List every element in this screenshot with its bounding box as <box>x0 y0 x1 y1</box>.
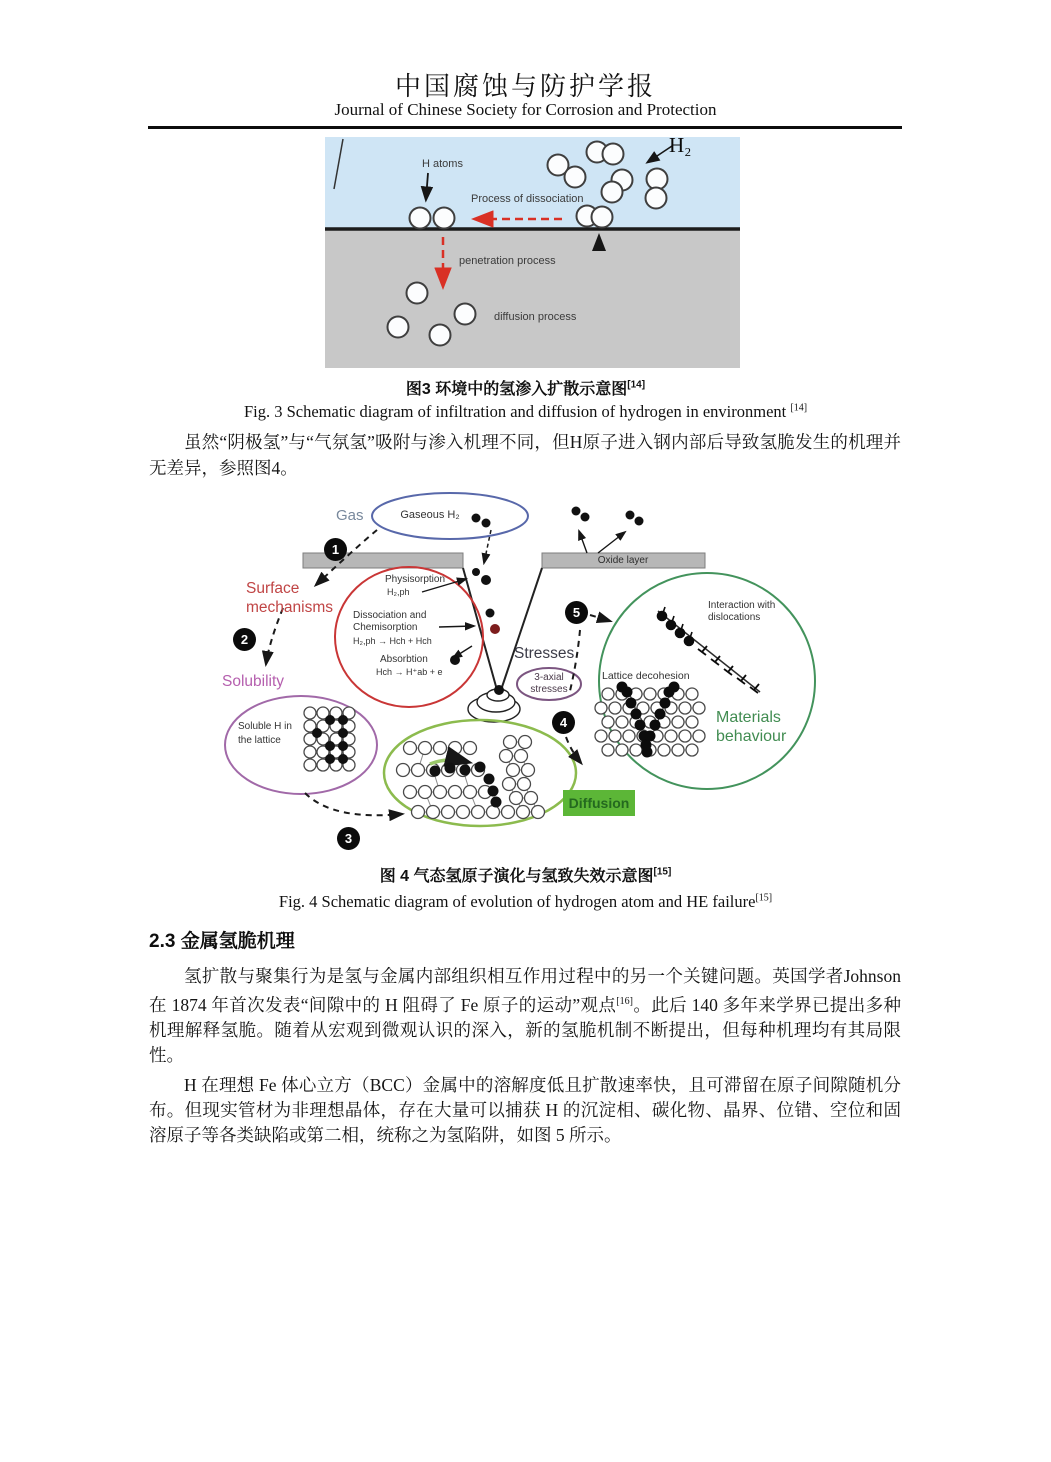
solubility-label: Solubility <box>222 673 285 690</box>
step-5-badge: 5 <box>565 601 588 624</box>
stresses-label: Stresses <box>514 645 575 662</box>
materials-behaviour-label: Materials behaviour <box>716 709 787 746</box>
physisorption-label: Physisorption <box>385 574 446 585</box>
dissociation-label: Dissociation and Chemisorption <box>353 610 427 633</box>
gas-label: Gas <box>336 507 364 524</box>
figure4-caption-en-ref: [15] <box>755 892 773 904</box>
absorption-formula: Hch → H⁺ab + e <box>376 667 443 677</box>
lattice-decohesion-label: Lattice decohesion <box>602 670 690 682</box>
interaction-dislocations-label: Interaction with dislocations <box>708 600 776 623</box>
figure3-caption-zh-ref: [14] <box>627 379 646 391</box>
reference-16: [16] <box>616 996 633 1007</box>
figure4-caption-zh-ref: [15] <box>653 866 672 878</box>
metal-region <box>325 229 740 368</box>
hydrogen-dots <box>450 507 644 696</box>
figure4-caption-en <box>0 892 1051 912</box>
physisorption-formula: H₂,ph <box>387 587 410 597</box>
absorption-label: Absorbtion <box>380 654 428 665</box>
figure3-caption-en-text: Fig. 3 Schematic diagram of infiltration and diffusion of hydrogen in environment <box>243 402 787 421</box>
figure3-caption-en <box>0 402 1051 422</box>
dissociation-label: Process of dissociation <box>471 193 584 205</box>
body-paragraphs <box>149 964 901 1148</box>
dissociation-formula: H₂,ph → Hch + Hch <box>353 636 432 646</box>
oxide-layer-label: Oxide layer <box>597 555 649 566</box>
soluble-h-label: Soluble H in the lattice <box>238 721 292 746</box>
figure4-image <box>210 480 820 860</box>
gaseous-h2-label: Gaseous H₂ <box>400 509 460 521</box>
triaxial-stresses-label: 3-axial stresses <box>530 672 568 695</box>
figure4-caption-en-text: Fig. 4 Schematic diagram of evolution of hydrogen atom and HE failure <box>278 892 756 911</box>
paragraph-2: H 在理想 Fe 体心立方（BCC）金属中的溶解度低且扩散速率快，且可滞留在原子间隙随机分布。但现实管材为非理想晶体，存在大量可以捕获 H 的沉淀相、碳化物、晶界、位错、空位和固溶原子等各类缺陷或第二相，统称之为氢陷阱，如图 5 所示。 <box>149 1074 901 1145</box>
penetration-label: penetration process <box>459 255 556 267</box>
h2-label: H₂ <box>669 133 692 157</box>
step-1-badge: 1 <box>324 538 347 561</box>
hydrogen-dot-red <box>490 624 500 634</box>
step-2-badge: 2 <box>233 628 256 651</box>
surface-mechanisms-label: Surface mechanisms <box>246 580 333 616</box>
paragraph-after-figure3 <box>149 429 901 481</box>
figure3-caption-zh-text: 图3 环境中的氢渗入扩散示意图 <box>405 381 628 398</box>
figure4-caption-zh <box>0 863 1051 886</box>
figure3-graphics <box>325 137 740 368</box>
decohesion-lattice <box>595 682 705 758</box>
figure4-graphics <box>210 480 820 860</box>
paragraph-fig3-text: 虽然“阴极氢”与“气氛氢”吸附与渗入机理不同，但H原子进入钢内部后导致氢脆发生的机理并无差异，参照图4。 <box>149 432 901 478</box>
figure4-caption-zh-text: 图 4 气态氢原子演化与氢致失效示意图 <box>379 868 654 885</box>
crack-tip-arcs <box>468 689 520 722</box>
header-rule <box>148 126 902 129</box>
section-heading: 2.3 金属氢脆机理 <box>149 931 295 952</box>
paragraph-1 <box>149 964 901 1068</box>
figure3-caption-en-ref: [14] <box>790 402 808 414</box>
journal-title-zh: 中国腐蚀与防护学报 <box>394 72 656 101</box>
small-arrows <box>422 531 625 658</box>
solubility-lattice <box>304 707 355 771</box>
h-atoms-label: H atoms <box>422 158 463 170</box>
figure3-caption-zh <box>0 376 1051 399</box>
step-3-badge: 3 <box>337 827 360 850</box>
diffusion-box: Diffusion <box>563 790 635 816</box>
figure3-image <box>325 133 740 368</box>
paragraph-1-text: 氢扩散与聚集行为是氢与金属内部组织相互作用过程中的另一个关键问题。英国学者Johnson 在 1874 年首次发表“间隙中的 H 阻碍了 Fe 原子的运动”观点 <box>149 966 901 1015</box>
journal-title-en: Journal of Chinese Society for Corrosion and Protection <box>334 100 717 119</box>
step-4-badge: 4 <box>552 711 575 734</box>
diffusion-label: diffusion process <box>494 311 577 323</box>
diffusion-lattice <box>397 736 545 819</box>
paragraph-1-text-cont: 。此后 140 多年来学界已提出多种机理解释氢脆。随着从宏观到微观认识的深入，新的氢脆机制不断提出，但每种机理均有其局限性。 <box>149 994 902 1065</box>
